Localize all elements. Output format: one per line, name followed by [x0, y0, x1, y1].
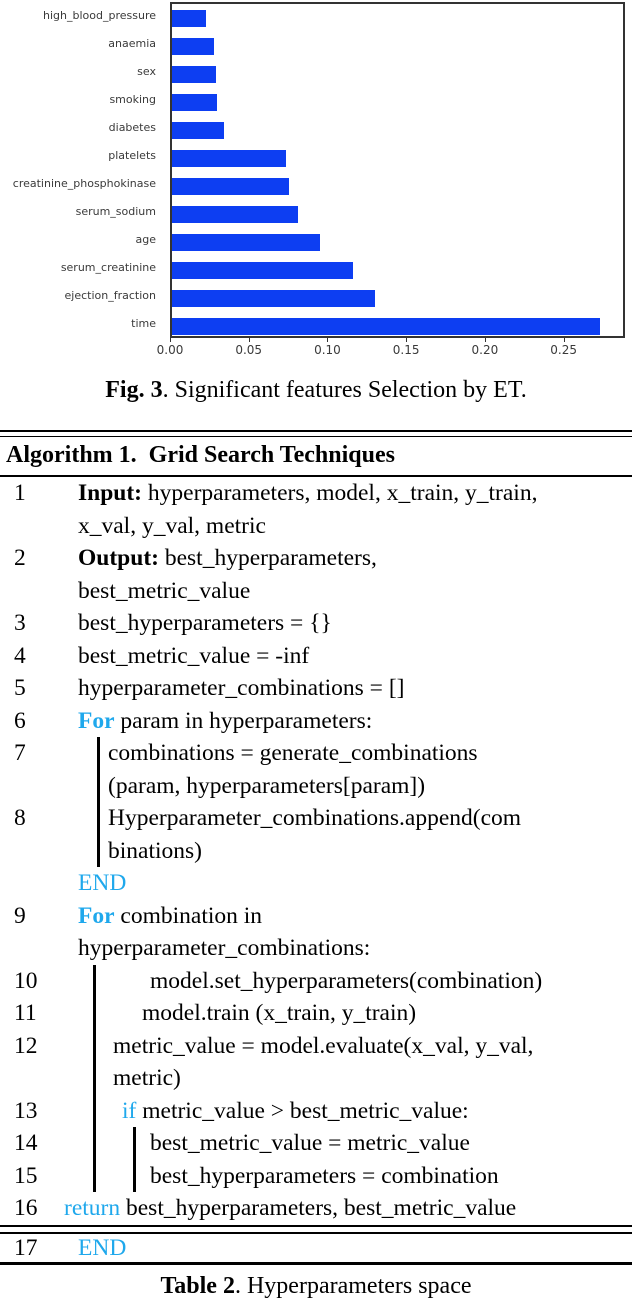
alg-row	[0, 510, 632, 543]
y-axis-label: creatinine_phosphokinase	[12, 177, 156, 190]
alg-text	[150, 1127, 470, 1160]
bar	[172, 290, 375, 307]
x-tick-mark	[564, 338, 565, 342]
line-number: 5	[14, 675, 26, 701]
figure-caption-text: . Significant features Selection by ET.	[162, 377, 527, 403]
alg-text	[78, 705, 372, 738]
y-axis-label: serum_creatinine	[60, 261, 156, 274]
code-text: hyperparameter_combinations = []	[78, 675, 405, 701]
alg-row	[0, 1192, 632, 1225]
loop-scope-bar	[133, 1127, 136, 1160]
loop-scope-bar	[133, 1160, 136, 1193]
alg-row	[0, 965, 632, 998]
line-number: 2	[14, 545, 26, 571]
y-axis-label: anaemia	[108, 37, 156, 50]
bar-row	[172, 144, 623, 172]
alg-row	[0, 705, 632, 738]
y-axis-label: time	[131, 317, 156, 330]
line-number: 17	[14, 1234, 38, 1261]
alg-row	[0, 835, 632, 868]
bar	[172, 178, 289, 195]
bar-row	[172, 32, 623, 60]
code-text: metric)	[113, 1065, 181, 1091]
alg-text	[78, 510, 266, 543]
alg-row	[0, 477, 632, 510]
y-axis-label: high_blood_pressure	[43, 9, 156, 22]
code-text: x_val, y_val, metric	[78, 512, 266, 539]
chart-plot-area	[170, 2, 625, 338]
code-text: (param, hyperparameters[param])	[108, 772, 426, 799]
code-text: best_metric_value	[78, 577, 251, 604]
keyword: For	[78, 707, 115, 734]
alg-row	[0, 1062, 632, 1095]
alg-text	[108, 802, 521, 835]
bar-row	[172, 172, 623, 200]
bar	[172, 38, 214, 55]
algorithm-block	[0, 430, 632, 1265]
alg-row	[0, 867, 632, 900]
bar-row	[172, 88, 623, 116]
bar-row	[172, 228, 623, 256]
x-tick-label: 0.15	[392, 343, 420, 357]
y-axis-label: diabetes	[108, 121, 156, 134]
x-tick-label: 0.00	[156, 343, 184, 357]
keyword: return	[64, 1195, 121, 1221]
bar-row	[172, 256, 623, 284]
algorithm-bottom-rule	[0, 1262, 632, 1265]
keyword: END	[78, 870, 127, 896]
figure-caption	[0, 377, 632, 404]
code-text: combinations = generate_combinations	[108, 740, 478, 766]
algorithm-title: Algorithm 1. Grid Search Techniques	[6, 442, 395, 468]
algorithm-mid-rule	[0, 1225, 632, 1234]
code-text: best_metric_value = -inf	[78, 642, 310, 669]
alg-text	[108, 737, 478, 770]
alg-text	[78, 867, 126, 900]
y-axis-label: platelets	[108, 149, 156, 162]
bar	[172, 10, 206, 27]
x-tick-mark	[249, 338, 250, 342]
bar-row	[172, 200, 623, 228]
alg-row	[0, 932, 632, 965]
alg-row	[0, 1030, 632, 1063]
loop-scope-bar	[93, 997, 96, 1030]
bar	[172, 262, 353, 279]
alg-text	[122, 1095, 469, 1128]
alg-text	[113, 1030, 533, 1063]
loop-scope-bar	[97, 802, 100, 835]
code-text: Output:	[78, 545, 165, 571]
alg-row	[0, 542, 632, 575]
feature-importance-chart	[0, 0, 632, 363]
code-text: best_hyperparameters = {}	[78, 610, 332, 636]
alg-text	[78, 477, 537, 510]
code-text: Hyperparameter_combinations.append(com	[108, 805, 522, 831]
chart-x-axis	[156, 338, 625, 362]
line-number: 6	[14, 707, 26, 734]
alg-text	[113, 1062, 181, 1095]
y-axis-label: serum_sodium	[75, 205, 156, 218]
bar	[172, 234, 320, 251]
alg-row	[0, 737, 632, 770]
loop-scope-bar	[93, 965, 96, 998]
loop-scope-bar	[93, 1030, 96, 1063]
alg-text	[78, 640, 309, 673]
figure-caption-label: Fig. 3	[105, 377, 163, 403]
keyword: For	[78, 902, 115, 929]
alg-text	[142, 997, 416, 1030]
alg-text	[150, 1160, 499, 1193]
x-tick-mark	[485, 338, 486, 342]
x-tick-mark	[406, 338, 407, 342]
code-text: model.set_hyperparameters(combination)	[150, 967, 543, 994]
algorithm-top-rule	[0, 430, 632, 437]
alg-text	[78, 575, 250, 608]
line-number: 1	[14, 480, 26, 506]
chart-y-axis-labels	[0, 2, 163, 338]
bar-row	[172, 116, 623, 144]
keyword: if	[122, 1097, 137, 1124]
alg-text	[78, 1234, 126, 1262]
y-axis-label: age	[135, 233, 156, 246]
bar	[172, 122, 224, 139]
line-number: 9	[14, 902, 26, 929]
alg-text	[78, 932, 370, 965]
line-number: 10	[14, 967, 38, 994]
alg-row	[0, 607, 632, 640]
code-text: binations)	[108, 837, 202, 864]
line-number: 11	[14, 1000, 37, 1026]
alg-row	[0, 575, 632, 608]
alg-row	[0, 802, 632, 835]
line-number: 14	[14, 1130, 38, 1156]
bar-row	[172, 312, 623, 340]
code-text: model.train (x_train, y_train)	[142, 1000, 417, 1026]
bar	[172, 150, 286, 167]
alg-row	[0, 1127, 632, 1160]
code-text: hyperparameters, model, x_train, y_train,	[147, 480, 538, 506]
loop-scope-bar	[93, 1095, 96, 1128]
bar	[172, 66, 216, 83]
code-text: Input:	[78, 480, 148, 506]
code-text: param in hyperparameters:	[114, 707, 373, 734]
alg-text	[64, 1192, 516, 1225]
alg-text	[108, 835, 202, 868]
bar	[172, 206, 298, 223]
algorithm-footer	[0, 1234, 632, 1262]
alg-row	[0, 672, 632, 705]
alg-row	[0, 1095, 632, 1128]
y-axis-label: sex	[137, 65, 156, 78]
code-text: hyperparameter_combinations:	[78, 935, 371, 961]
line-number: 8	[14, 805, 26, 831]
code-text: metric_value > best_metric_value:	[136, 1097, 469, 1124]
alg-row	[0, 640, 632, 673]
keyword: END	[78, 1234, 127, 1261]
table-caption	[0, 1273, 632, 1300]
alg-text	[78, 542, 377, 575]
bar	[172, 94, 217, 111]
alg-row	[0, 997, 632, 1030]
line-number: 4	[14, 642, 26, 669]
bar-row	[172, 4, 623, 32]
table-caption-label: Table 2	[160, 1272, 235, 1299]
y-axis-label: smoking	[109, 93, 156, 106]
x-tick-label: 0.10	[314, 343, 341, 357]
table-caption-text: . Hyperparameters space	[234, 1272, 472, 1299]
alg-text	[108, 770, 425, 803]
code-text: best_hyperparameters,	[164, 545, 377, 571]
line-number: 13	[14, 1097, 38, 1124]
loop-scope-bar	[93, 1062, 96, 1095]
alg-text	[78, 607, 332, 640]
loop-scope-bar	[97, 770, 100, 803]
x-tick-label: 0.20	[471, 343, 499, 357]
alg-row	[0, 1160, 632, 1193]
code-text: best_metric_value = metric_value	[150, 1130, 470, 1156]
bar	[172, 318, 600, 335]
alg-row	[0, 900, 632, 933]
line-number: 15	[14, 1162, 38, 1189]
alg-text	[78, 900, 262, 933]
loop-scope-bar	[97, 737, 100, 770]
line-number: 16	[14, 1195, 38, 1221]
alg-text	[150, 965, 542, 998]
code-text: best_hyperparameters = combination	[150, 1162, 499, 1189]
loop-scope-bar	[93, 1160, 96, 1193]
alg-row	[0, 770, 632, 803]
loop-scope-bar	[97, 835, 100, 868]
code-text: metric_value = model.evaluate(x_val, y_val,	[113, 1032, 534, 1059]
bar-row	[172, 60, 623, 88]
x-tick-label: 0.25	[550, 343, 577, 357]
x-tick-mark	[327, 338, 328, 342]
alg-row	[0, 1234, 632, 1262]
code-text: combination in	[114, 902, 263, 929]
y-axis-label: ejection_fraction	[64, 289, 156, 302]
line-number: 7	[14, 740, 26, 766]
bar-row	[172, 284, 623, 312]
line-number: 12	[14, 1032, 38, 1059]
x-tick-label: 0.05	[235, 343, 263, 357]
line-number: 3	[14, 610, 26, 636]
code-text: best_hyperparameters, best_metric_value	[120, 1195, 517, 1221]
x-tick-mark	[170, 338, 171, 342]
loop-scope-bar	[93, 1127, 96, 1160]
algorithm-body	[0, 477, 632, 1225]
alg-text	[78, 672, 404, 705]
